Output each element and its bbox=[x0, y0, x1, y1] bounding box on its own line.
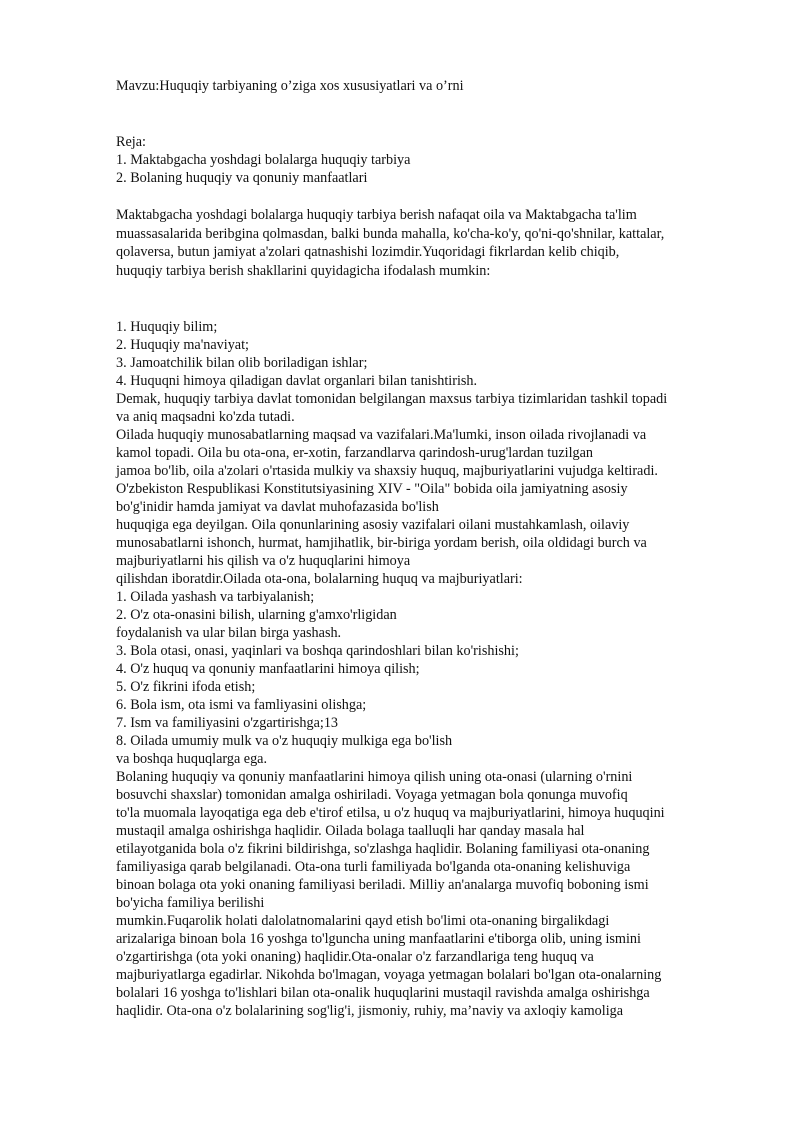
paragraph-line: qolaversa, butun jamiyat a'zolari qatnashishi lozimdir.Yuqoridagi fikrlardan kelib chiqib, bbox=[116, 244, 620, 260]
text-line: kamol topadi. Oila bu ota-ona, er-xotin, farzandlarva qarindosh-urug'lardan tuzilgan bbox=[116, 445, 593, 461]
text-line: bo'g'inidir hamda jamiyat va davlat muhofazasida bo'lish bbox=[116, 499, 439, 515]
text-line: mumkin.Fuqarolik holati dalolatnomalarini qayd etish bo'limi ota-onaning birgalikdagi bbox=[116, 913, 610, 929]
text-line: arizalariga binoan bola 16 yoshga to'lguncha uning manfaatlarini e'tiborga olib, uning ismini bbox=[116, 931, 641, 947]
text-line: jamoa bo'lib, oila a'zolari o'rtasida mulkiy va shaxsiy huquq, majburiyatlarini vujudga keltiradi. bbox=[116, 463, 658, 479]
text-line: 1. Oilada yashash va tarbiyalanish; bbox=[116, 589, 315, 605]
text-line: 4. Huquqni himoya qiladigan davlat organlari bilan tanishtirish. bbox=[116, 373, 478, 389]
text-line: 2. Huquqiy ma'naviyat; bbox=[116, 337, 249, 353]
text-line: bosuvchi shaxslar) tomonidan amalga oshiriladi. Voyaga yetmagan bola qonunga muvofiq bbox=[116, 787, 628, 803]
text-line: o'zgartirishga (ota yoki onaning) haqlidir.Ota-onalar o'z farzandlariga teng huquq va bbox=[116, 949, 594, 965]
text-line: bo'yicha familiya berilishi bbox=[116, 895, 265, 911]
text-line: huquqiga ega deyilgan. Oila qonunlarining asosiy vazifalari oilani mustahkamlash, oilaviy bbox=[116, 517, 630, 533]
text-line: qilishdan iboratdir.Oilada ota-ona, bolalarning huquq va majburiyatlari: bbox=[116, 571, 523, 587]
text-line: 3. Bola otasi, onasi, yaqinlari va boshqa qarindoshlari bilan ko'rishishi; bbox=[116, 643, 519, 659]
paragraph-line: muassasalarida beribgina qolmasdan, balki bunda mahalla, ko'cha-ko'y, qo'ni-qo'shnilar, kattalar, bbox=[116, 225, 665, 242]
text-line: 2. O'z ota-onasini bilish, ularning g'amxo'rligidan bbox=[116, 607, 397, 623]
text-line: 7. Ism va familiyasini o'zgartirishga;13 bbox=[116, 715, 339, 731]
text-line: etilayotganida bola o'z fikrini bildirishga, so'zlashga haqlidir. Bolaning familiyasi ota-onaning bbox=[116, 841, 650, 857]
plan-item: 1. Maktabgacha yoshdagi bolalarga huquqiy tarbiya bbox=[116, 152, 411, 168]
text-line: 5. O'z fikrini ifoda etish; bbox=[116, 679, 256, 695]
text-line: O'zbekiston Respublikasi Konstitutsiyasining XIV - "Oila" bobida oila jamiyatning asosiy bbox=[116, 481, 628, 497]
text-line: Bolaning huquqiy va qonuniy manfaatlarini himoya qilish uning ota-onasi (ularning o'rnini bbox=[116, 769, 633, 785]
text-line: munosabatlarni ishonch, hurmat, hamjihatlik, bir-biriga yordam berish, oila oldidagi burch va bbox=[116, 535, 647, 551]
text-line: bolalari 16 yoshga to'lishlari bilan ota-onalik huquqlarini mustaqil ravishda amalga oshirishga bbox=[116, 985, 650, 1001]
text-line: to'la muomala layoqatiga ega deb e'tirof etilsa, u o'z huquq va majburiyatlarini, himoya huquqini bbox=[116, 805, 665, 821]
text-line: 4. O'z huquq va qonuniy manfaatlarini himoya qilish; bbox=[116, 661, 420, 677]
text-line: Demak, huquqiy tarbiya davlat tomonidan belgilangan maxsus tarbiya tizimlaridan tashkil topadi bbox=[116, 391, 668, 407]
text-line: familiyasiga qarab belgilanadi. Ota-ona turli familiyada bo'lganda ota-onaning kelishuviga bbox=[116, 859, 631, 875]
text-line: majburiyatlarga egadirlar. Nikohda bo'lmagan, voyaga yetmagan bolalari bo'lgan ota-onalarning bbox=[116, 967, 662, 983]
paragraph-line: Maktabgacha yoshdagi bolalarga huquqiy tarbiya berish nafaqat oila va Maktabgacha ta'lim bbox=[116, 207, 637, 223]
plan-heading: Reja: bbox=[116, 134, 146, 150]
text-line: 6. Bola ism, ota ismi va famliyasini olishga; bbox=[116, 697, 367, 713]
text-line: 3. Jamoatchilik bilan olib boriladigan ishlar; bbox=[116, 355, 368, 371]
text-line: 8. Oilada umumiy mulk va o'z huquqiy mulkiga ega bo'lish bbox=[116, 733, 453, 749]
plan-item: 2. Bolaning huquqiy va qonuniy manfaatlari bbox=[116, 170, 368, 186]
paragraph-line: huquqiy tarbiya berish shakllarini quyidagicha ifodalash mumkin: bbox=[116, 262, 491, 279]
text-line: foydalanish va ular bilan birga yashash. bbox=[116, 625, 342, 641]
text-line: mustaqil amalga oshirishga haqlidir. Oilada bolaga taalluqli har qanday masala hal bbox=[116, 823, 585, 839]
document-title: Mavzu:Huquqiy tarbiyaning o’ziga xos xususiyatlari va o’rni bbox=[116, 78, 464, 94]
text-line: majburiyatlarni his qilish va o'z huquqlarini himoya bbox=[116, 553, 411, 569]
text-line: haqlidir. Ota-ona o'z bolalarining sog'lig'i, jismoniy, ruhiy, ma’naviy va axloqiy kamoliga bbox=[116, 1003, 624, 1019]
text-line: binoan bolaga ota yoki onaning familiyasi beriladi. Milliy an'analarga muvofiq boboning ismi bbox=[116, 877, 649, 893]
text-line: va aniq maqsadni ko'zda tutadi. bbox=[116, 409, 295, 425]
text-line: 1. Huquqiy bilim; bbox=[116, 319, 218, 335]
text-line: va boshqa huquqlarga ega. bbox=[116, 751, 268, 767]
text-line: Oilada huquqiy munosabatlarning maqsad va vazifalari.Ma'lumki, inson oilada rivojlanadi va bbox=[116, 427, 647, 443]
